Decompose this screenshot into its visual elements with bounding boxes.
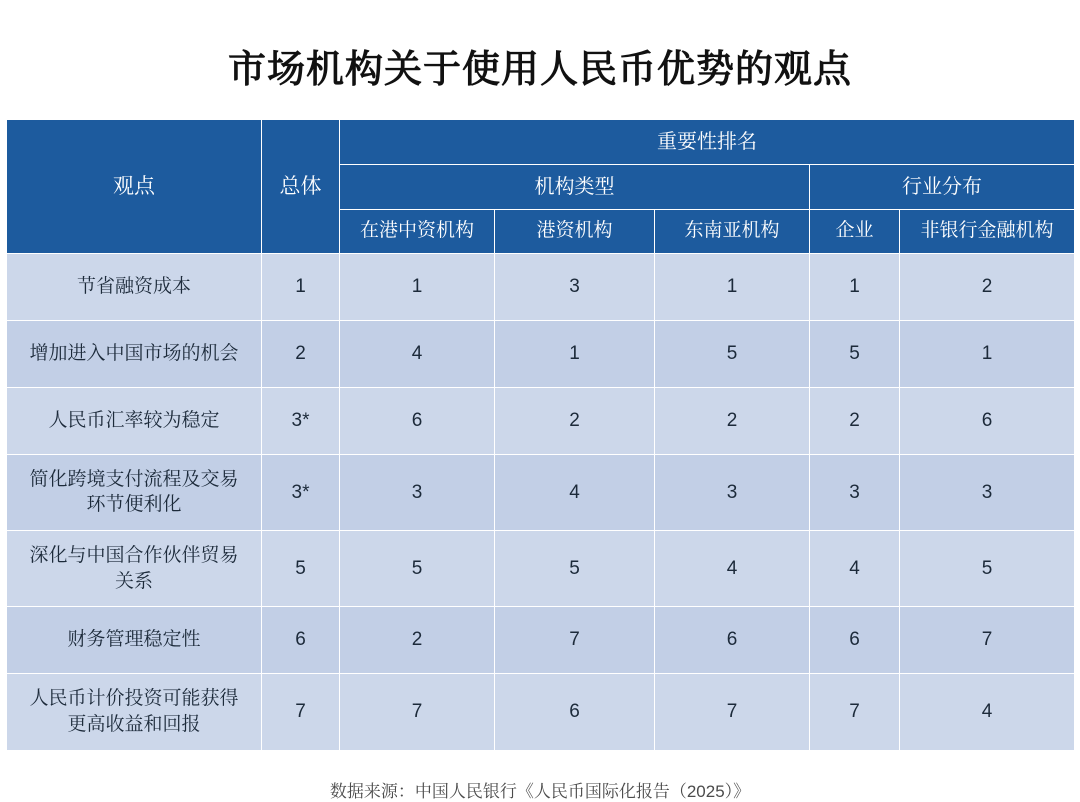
row-corporate: 5: [810, 320, 900, 387]
row-corporate: 1: [810, 253, 900, 320]
row-view: 简化跨境支付流程及交易环节便利化: [7, 454, 262, 530]
row-hk-chinese: 1: [340, 253, 495, 320]
row-nonbank: 3: [900, 454, 1075, 530]
row-hk-chinese: 2: [340, 607, 495, 674]
table-row: [7, 530, 1075, 606]
table-row: [7, 607, 1075, 674]
header-view: 观点: [7, 120, 262, 254]
row-hk-local: 1: [495, 320, 655, 387]
row-corporate: 7: [810, 674, 900, 750]
row-corporate: 2: [810, 387, 900, 454]
row-overall: 1: [262, 253, 340, 320]
row-hk-chinese: 4: [340, 320, 495, 387]
row-hk-chinese: 6: [340, 387, 495, 454]
row-sea: 7: [655, 674, 810, 750]
row-sea: 1: [655, 253, 810, 320]
row-hk-chinese: 3: [340, 454, 495, 530]
row-nonbank: 4: [900, 674, 1075, 750]
row-hk-chinese: 7: [340, 674, 495, 750]
row-overall: 5: [262, 530, 340, 606]
header-rank-group: 重要性排名: [340, 120, 1075, 165]
table-body: [7, 253, 1075, 750]
header-col-nonbank: 非银行金融机构: [900, 210, 1075, 254]
row-view: 深化与中国合作伙伴贸易关系: [7, 530, 262, 606]
row-view: 节省融资成本: [7, 253, 262, 320]
header-institution-group: 机构类型: [340, 165, 810, 210]
row-corporate: 3: [810, 454, 900, 530]
header-col-hk-chinese: 在港中资机构: [340, 210, 495, 254]
table-row: [7, 320, 1075, 387]
row-nonbank: 1: [900, 320, 1075, 387]
row-overall: 6: [262, 607, 340, 674]
row-hk-chinese: 5: [340, 530, 495, 606]
table-row: [7, 674, 1075, 750]
header-col-hk-local: 港资机构: [495, 210, 655, 254]
header-row-1: [7, 120, 1075, 165]
table-container: [0, 119, 1080, 751]
row-sea: 5: [655, 320, 810, 387]
page-title: 市场机构关于使用人民币优势的观点: [227, 49, 852, 91]
header-col-sea: 东南亚机构: [655, 210, 810, 254]
table-header: [7, 120, 1075, 254]
row-hk-local: 7: [495, 607, 655, 674]
row-corporate: 6: [810, 607, 900, 674]
row-view: 增加进入中国市场的机会: [7, 320, 262, 387]
header-industry-group: 行业分布: [810, 165, 1075, 210]
row-view: 人民币计价投资可能获得更高收益和回报: [7, 674, 262, 750]
row-nonbank: 6: [900, 387, 1075, 454]
row-hk-local: 5: [495, 530, 655, 606]
row-hk-local: 4: [495, 454, 655, 530]
row-sea: 4: [655, 530, 810, 606]
row-nonbank: 2: [900, 253, 1075, 320]
row-overall: 3*: [262, 454, 340, 530]
row-view: 财务管理稳定性: [7, 607, 262, 674]
table-row: [7, 454, 1075, 530]
table-row: [7, 387, 1075, 454]
header-overall: 总体: [262, 120, 340, 254]
row-view: 人民币汇率较为稳定: [7, 387, 262, 454]
row-hk-local: 3: [495, 253, 655, 320]
row-corporate: 4: [810, 530, 900, 606]
row-nonbank: 7: [900, 607, 1075, 674]
row-overall: 7: [262, 674, 340, 750]
row-sea: 6: [655, 607, 810, 674]
row-sea: 2: [655, 387, 810, 454]
row-hk-local: 6: [495, 674, 655, 750]
row-hk-local: 2: [495, 387, 655, 454]
table-row: [7, 253, 1075, 320]
row-sea: 3: [655, 454, 810, 530]
row-overall: 2: [262, 320, 340, 387]
header-col-corporate: 企业: [810, 210, 900, 254]
row-overall: 3*: [262, 387, 340, 454]
rank-table: [6, 119, 1075, 751]
row-nonbank: 5: [900, 530, 1075, 606]
source-note: 数据来源：中国人民银行《人民币国际化报告（2025）》: [329, 781, 751, 801]
